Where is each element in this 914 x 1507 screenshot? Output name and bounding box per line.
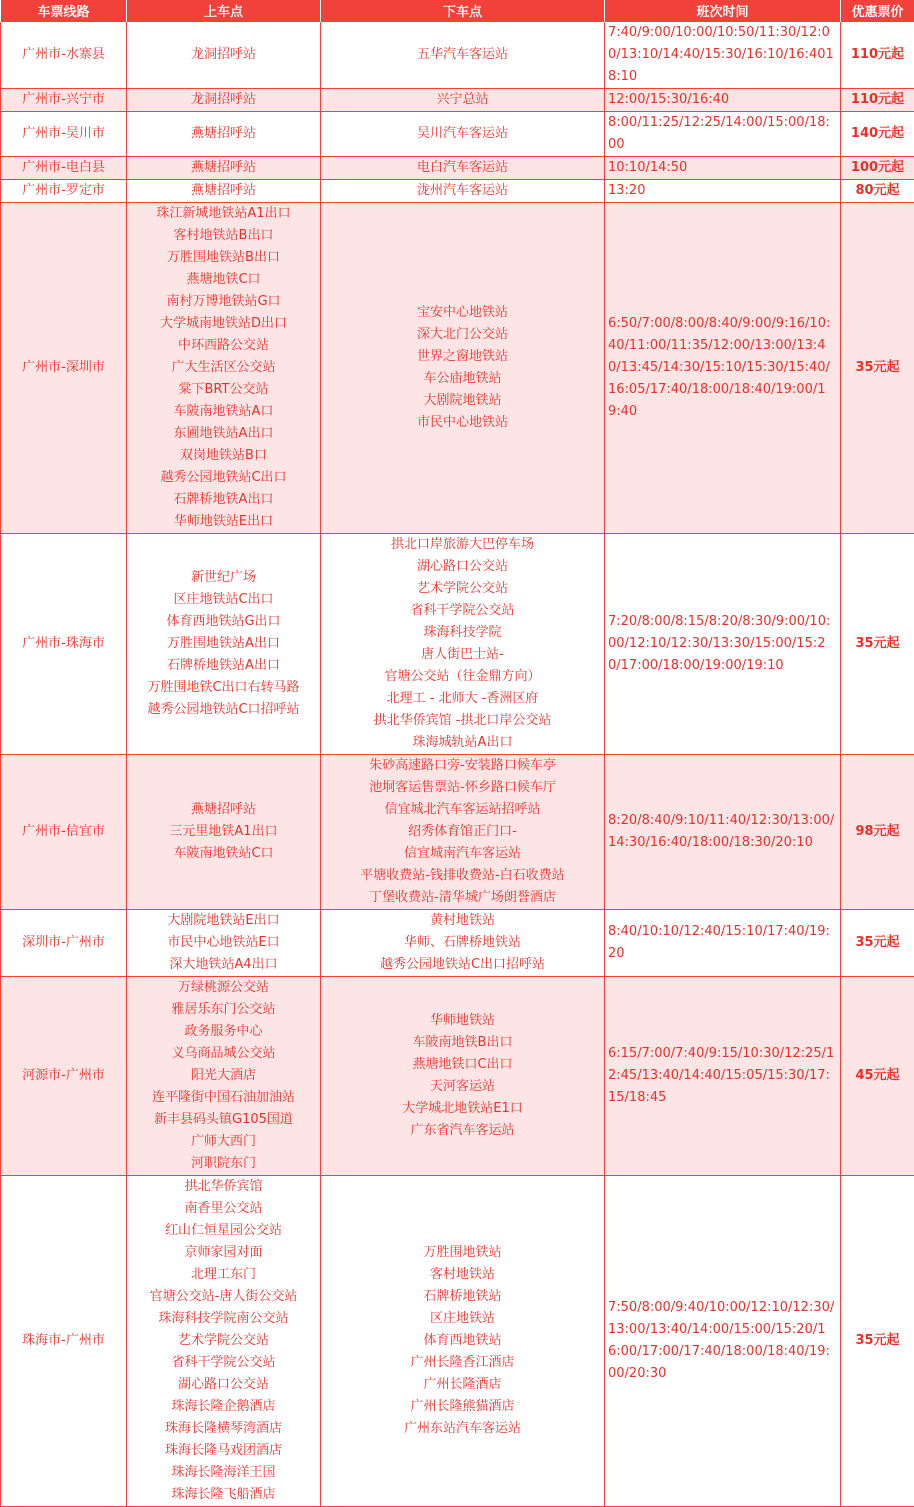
alighting-point: 北理工 - 北师大 -香洲区府: [323, 688, 602, 710]
boarding-point: 龙洞招呼站: [129, 89, 318, 111]
boarding-point: 龙洞招呼站: [129, 44, 318, 66]
route-cell: 广州市-吴川市: [1, 112, 127, 157]
table-row: [1, 180, 914, 203]
boarding-point: 阳光大酒店: [129, 1065, 318, 1087]
boarding-point: 红山仁恒星园公交站: [129, 1220, 318, 1242]
boarding-point: 连平隆街中国石油加油站: [129, 1087, 318, 1109]
alighting-point: 石牌桥地铁站: [323, 1286, 602, 1308]
alighting-point: 车公庙地铁站: [323, 368, 602, 390]
alighting-point: 车陂南地铁B出口: [323, 1032, 602, 1054]
boarding-point: 珠海长隆横琴湾酒店: [129, 1418, 318, 1440]
boarding-point: 大剧院地铁站E出口: [129, 910, 318, 932]
boarding-point: 市民中心地铁站E口: [129, 932, 318, 954]
boarding-point: 燕塘地铁C口: [129, 269, 318, 291]
boarding-point: 越秀公园地铁站C口招呼站: [129, 699, 318, 721]
table-row: [1, 910, 914, 977]
price-cell: 35元起: [841, 910, 914, 977]
header-route: 车票线路: [1, 0, 127, 22]
header-boarding-point: 上车点: [127, 0, 321, 22]
alighting-point: 客村地铁站: [323, 1264, 602, 1286]
departure-times-cell: 7:50/8:00/9:40/10:00/12:10/12:30/13:00/13:40/14:00/15:00/15:20/16:00/17:00/17:40/18:00/18:40/19:00/20:30: [605, 1176, 841, 1507]
boarding-point: 万绿桃源公交站: [129, 977, 318, 999]
table-header-row: [1, 0, 914, 22]
boarding-points-cell: [127, 534, 321, 755]
alighting-point: 唐人街巴士站-: [323, 644, 602, 666]
table-row: [1, 203, 914, 534]
boarding-point: 南村万博地铁站G口: [129, 291, 318, 313]
boarding-points-cell: [127, 157, 321, 180]
alighting-point: 华师地铁站: [323, 1010, 602, 1032]
price-cell: 110元起: [841, 22, 914, 89]
table-row: [1, 1176, 914, 1507]
boarding-point: 广大生活区公交站: [129, 357, 318, 379]
table-row: [1, 977, 914, 1176]
departure-times-cell: 6:15/7:00/7:40/9:15/10:30/12:25/12:45/13:40/14:40/15:05/15:30/17:15/18:45: [605, 977, 841, 1176]
alighting-point: 华师、石牌桥地铁站: [323, 932, 602, 954]
alighting-point: 大学城北地铁站E1口: [323, 1098, 602, 1120]
table-row: [1, 755, 914, 910]
boarding-point: 新世纪广场: [129, 567, 318, 589]
boarding-point: 雅居乐东门公交站: [129, 999, 318, 1021]
alighting-point: 兴宁总站: [323, 89, 602, 111]
boarding-point: 京师家园对面: [129, 1242, 318, 1264]
alighting-points-cell: [321, 534, 605, 755]
boarding-point: 石牌桥地铁A出口: [129, 489, 318, 511]
boarding-point: 湖心路口公交站: [129, 1374, 318, 1396]
boarding-point: 体育西地铁站G出口: [129, 611, 318, 633]
boarding-point: 车陂南地铁站A口: [129, 401, 318, 423]
alighting-points-cell: [321, 112, 605, 157]
departure-times-cell: 7:40/9:00/10:00/10:50/11:30/12:00/13:10/14:40/15:30/16:10/16:4018:10: [605, 22, 841, 89]
boarding-point: 大学城南地铁站D出口: [129, 313, 318, 335]
boarding-point: 珠海长隆海洋王国: [129, 1462, 318, 1484]
departure-times-cell: 10:10/14:50: [605, 157, 841, 180]
boarding-point: 万胜围地铁站A出口: [129, 633, 318, 655]
alighting-point: 池垌客运售票站-怀乡路口候车厅: [323, 777, 602, 799]
route-cell: 河源市-广州市: [1, 977, 127, 1176]
price-cell: 98元起: [841, 755, 914, 910]
alighting-points-cell: [321, 977, 605, 1176]
alighting-point: 官塘公交站（往金鼎方向）: [323, 666, 602, 688]
alighting-point: 万胜围地铁站: [323, 1242, 602, 1264]
alighting-point: 燕塘地铁口C出口: [323, 1054, 602, 1076]
alighting-points-cell: [321, 910, 605, 977]
alighting-point: 世界之窗地铁站: [323, 346, 602, 368]
boarding-points-cell: [127, 203, 321, 534]
alighting-point: 信宜城南汽车客运站: [323, 843, 602, 865]
departure-times-cell: 8:00/11:25/12:25/14:00/15:00/18:00: [605, 112, 841, 157]
boarding-point: 河职院东门: [129, 1153, 318, 1175]
route-cell: 广州市-珠海市: [1, 534, 127, 755]
route-cell: 广州市-信宜市: [1, 755, 127, 910]
alighting-points-cell: [321, 1176, 605, 1507]
boarding-point: 万胜围地铁站B出口: [129, 247, 318, 269]
header-alighting-point: 下车点: [321, 0, 605, 22]
boarding-points-cell: [127, 755, 321, 910]
boarding-point: 客村地铁站B出口: [129, 225, 318, 247]
alighting-point: 广州长隆香江酒店: [323, 1352, 602, 1374]
boarding-point: 义乌商品城公交站: [129, 1043, 318, 1065]
boarding-point: 燕塘招呼站: [129, 799, 318, 821]
boarding-point: 三元里地铁A1出口: [129, 821, 318, 843]
alighting-point: 宝安中心地铁站: [323, 302, 602, 324]
route-cell: 广州市-电白县: [1, 157, 127, 180]
route-cell: 广州市-兴宁市: [1, 89, 127, 112]
alighting-point: 大剧院地铁站: [323, 390, 602, 412]
departure-times-cell: 6:50/7:00/8:00/8:40/9:00/9:16/10:40/11:00/11:35/12:00/13:00/13:40/13:45/14:30/15:10/15:30/15:40/16:05/17:40/18:00/18:40/19:00/19:40: [605, 203, 841, 534]
alighting-point: 绍秀体育馆正门口-: [323, 821, 602, 843]
boarding-point: 珠江新城地铁站A1出口: [129, 203, 318, 225]
price-cell: 35元起: [841, 1176, 914, 1507]
boarding-point: 燕塘招呼站: [129, 180, 318, 202]
table-row: [1, 89, 914, 112]
alighting-point: 市民中心地铁站: [323, 412, 602, 434]
alighting-point: 吴川汽车客运站: [323, 123, 602, 145]
boarding-point: 区庄地铁站C出口: [129, 589, 318, 611]
alighting-points-cell: [321, 157, 605, 180]
alighting-point: 区庄地铁站: [323, 1308, 602, 1330]
alighting-point: 艺术学院公交站: [323, 578, 602, 600]
table-body: [1, 22, 914, 1507]
boarding-points-cell: [127, 977, 321, 1176]
boarding-point: 南香里公交站: [129, 1198, 318, 1220]
boarding-point: 珠海长隆企鹅酒店: [129, 1396, 318, 1418]
boarding-point: 棠下BRT公交站: [129, 379, 318, 401]
boarding-point: 艺术学院公交站: [129, 1330, 318, 1352]
boarding-points-cell: [127, 112, 321, 157]
alighting-point: 黄村地铁站: [323, 910, 602, 932]
alighting-point: 朱砂高速路口旁-安装路口候车亭: [323, 755, 602, 777]
boarding-point: 万胜围地铁C出口右转马路: [129, 677, 318, 699]
boarding-point: 车陂南地铁站C口: [129, 843, 318, 865]
boarding-points-cell: [127, 89, 321, 112]
boarding-point: 双岗地铁站B口: [129, 445, 318, 467]
alighting-point: 广州长隆熊猫酒店: [323, 1396, 602, 1418]
alighting-point: 信宜城北汽车客运站招呼站: [323, 799, 602, 821]
price-cell: 35元起: [841, 203, 914, 534]
route-cell: 深圳市-广州市: [1, 910, 127, 977]
boarding-point: 珠海长隆马戏团酒店: [129, 1440, 318, 1462]
table-row: [1, 22, 914, 89]
alighting-point: 五华汽车客运站: [323, 44, 602, 66]
price-cell: 110元起: [841, 89, 914, 112]
alighting-point: 泷州汽车客运站: [323, 180, 602, 202]
boarding-points-cell: [127, 910, 321, 977]
alighting-point: 珠海科技学院: [323, 622, 602, 644]
boarding-point: 东圃地铁站A出口: [129, 423, 318, 445]
header-discount-price: 优惠票价: [841, 0, 914, 22]
departure-times-cell: 7:20/8:00/8:15/8:20/8:30/9:00/10:00/12:10/12:30/13:30/15:00/15:20/17:00/18:00/19:00/19:10: [605, 534, 841, 755]
boarding-point: 燕塘招呼站: [129, 123, 318, 145]
price-cell: 100元起: [841, 157, 914, 180]
alighting-point: 珠海城轨站A出口: [323, 732, 602, 754]
header-departure-times: 班次时间: [605, 0, 841, 22]
boarding-point: 政务服务中心: [129, 1021, 318, 1043]
alighting-point: 广州长隆酒店: [323, 1374, 602, 1396]
alighting-point: 拱北口岸旅游大巴停车场: [323, 534, 602, 556]
boarding-points-cell: [127, 22, 321, 89]
boarding-point: 北理工东门: [129, 1264, 318, 1286]
boarding-point: 广师大西门: [129, 1131, 318, 1153]
route-cell: 广州市-水寨县: [1, 22, 127, 89]
alighting-point: 天河客运站: [323, 1076, 602, 1098]
alighting-point: 平塘收费站-钱排收费站-白石收费站: [323, 865, 602, 887]
departure-times-cell: 8:40/10:10/12:40/15:10/17:40/19:20: [605, 910, 841, 977]
boarding-point: 拱北华侨宾馆: [129, 1176, 318, 1198]
boarding-point: 官塘公交站-唐人街公交站: [129, 1286, 318, 1308]
alighting-point: 越秀公园地铁站C出口招呼站: [323, 954, 602, 976]
alighting-point: 电白汽车客运站: [323, 157, 602, 179]
departure-times-cell: 13:20: [605, 180, 841, 203]
table-row: [1, 112, 914, 157]
boarding-point: 越秀公园地铁站C出口: [129, 467, 318, 489]
alighting-points-cell: [321, 22, 605, 89]
boarding-point: 深大地铁站A4出口: [129, 954, 318, 976]
boarding-point: 燕塘招呼站: [129, 157, 318, 179]
route-cell: 广州市-罗定市: [1, 180, 127, 203]
departure-times-cell: 8:20/8:40/9:10/11:40/12:30/13:00/14:30/16:40/18:00/18:30/20:10: [605, 755, 841, 910]
table-row: [1, 534, 914, 755]
boarding-point: 石牌桥地铁站A出口: [129, 655, 318, 677]
alighting-point: 丁堡收费站-清华城广场朗誉酒店: [323, 887, 602, 909]
alighting-point: 广州东站汽车客运站: [323, 1418, 602, 1440]
price-cell: 140元起: [841, 112, 914, 157]
alighting-points-cell: [321, 180, 605, 203]
boarding-point: 新丰县码头镇G105国道: [129, 1109, 318, 1131]
boarding-point: 华师地铁站E出口: [129, 511, 318, 533]
alighting-point: 体育西地铁站: [323, 1330, 602, 1352]
departure-times-cell: 12:00/15:30/16:40: [605, 89, 841, 112]
price-cell: 80元起: [841, 180, 914, 203]
alighting-points-cell: [321, 203, 605, 534]
alighting-points-cell: [321, 89, 605, 112]
boarding-points-cell: [127, 1176, 321, 1507]
route-cell: 广州市-深圳市: [1, 203, 127, 534]
alighting-point: 拱北华侨宾馆 -拱北口岸公交站: [323, 710, 602, 732]
alighting-point: 省科干学院公交站: [323, 600, 602, 622]
alighting-point: 湖心路口公交站: [323, 556, 602, 578]
alighting-points-cell: [321, 755, 605, 910]
boarding-points-cell: [127, 180, 321, 203]
boarding-point: 中环西路公交站: [129, 335, 318, 357]
boarding-point: 珠海长隆飞船酒店: [129, 1484, 318, 1506]
boarding-point: 省科干学院公交站: [129, 1352, 318, 1374]
boarding-point: 珠海科技学院南公交站: [129, 1308, 318, 1330]
alighting-point: 广东省汽车客运站: [323, 1120, 602, 1142]
alighting-point: 深大北门公交站: [323, 324, 602, 346]
price-cell: 45元起: [841, 977, 914, 1176]
route-cell: 珠海市-广州市: [1, 1176, 127, 1507]
price-cell: 35元起: [841, 534, 914, 755]
table-row: [1, 157, 914, 180]
